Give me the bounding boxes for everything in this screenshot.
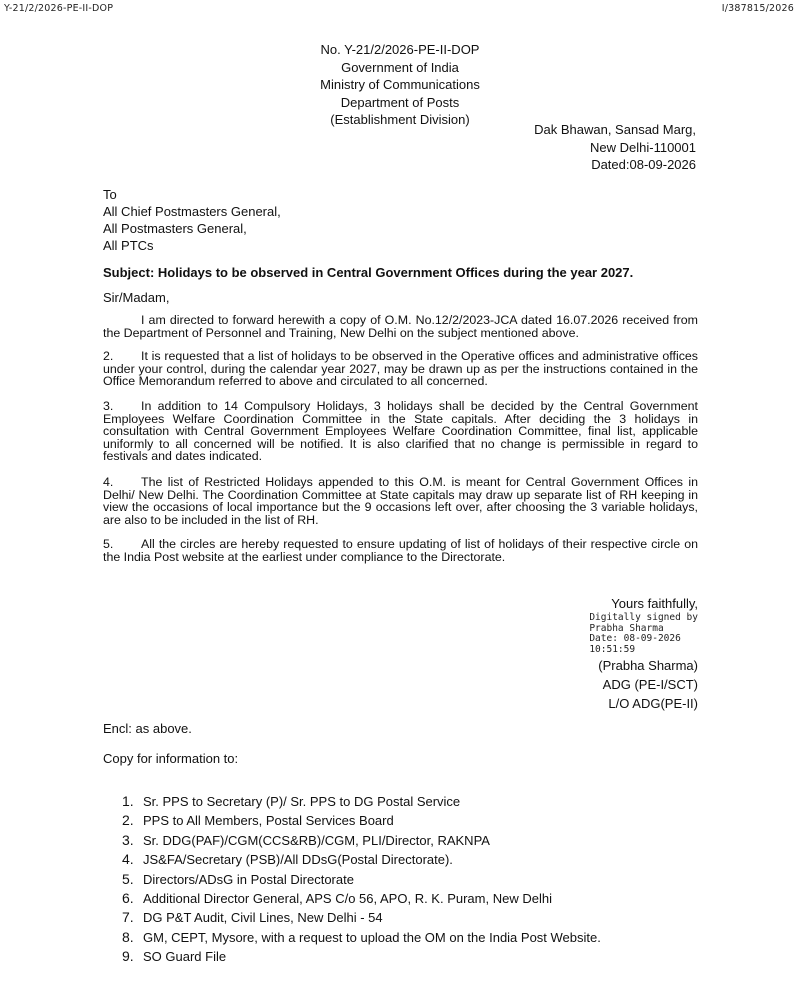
digital-signature [589, 613, 698, 655]
list-number: 9. [122, 948, 134, 965]
paragraph-number: 5. [103, 537, 114, 551]
list-item [122, 908, 601, 927]
paragraph-text: I am directed to forward herewith a copy of O.M. No.12/2/2023-JCA dated 16.07.2026 received from the Department of Personnel and Training, New Delhi on the subject mentioned above. [103, 313, 698, 340]
paragraph-4 [103, 476, 698, 526]
paragraph-text: In addition to 14 Compulsory Holidays, 3 holidays shall be decided by the Central Government Employees Welfare Coordination Committee in the State capitals. After deciding the 3 holidays in consultation with Central Government Employees Welfare Coordination Committee, final list, applicable uniformly to all concerned will be notified. It is also clarified that no change is permissible in regard to festivals and dates indicated. [103, 399, 698, 464]
list-text: Additional Director General, APS C/o 56, APO, R. K. Puram, New Delhi [143, 891, 552, 907]
list-text: SO Guard File [143, 949, 227, 965]
list-text: Sr. DDG(PAF)/CGM(CCS&RB)/CGM, PLI/Director, RAKNPA [143, 832, 490, 848]
list-number: 5. [122, 870, 134, 887]
salutation: Sir/Madam, [103, 290, 170, 305]
header-government: Government of India [341, 59, 459, 75]
recipient-line: All Chief Postmasters General, [103, 204, 281, 219]
list-number: 2. [122, 812, 134, 829]
paragraph-5 [103, 538, 698, 563]
list-number: 8. [122, 928, 134, 945]
paragraph-number: 2. [103, 349, 114, 363]
digital-signature-line: 10:51:59 [589, 643, 636, 655]
list-item [122, 928, 601, 947]
letter-date: Dated:08-09-2026 [591, 157, 696, 172]
list-item [122, 947, 601, 966]
file-number-mark: Y-21/2/2026-PE-II-DOP [4, 3, 114, 14]
closing: Yours faithfully, [611, 596, 698, 611]
header-division: (Establishment Division) [330, 112, 470, 127]
list-number: 1. [122, 793, 134, 809]
list-item [122, 811, 601, 830]
address-line: Dak Bhawan, Sansad Marg, [534, 122, 696, 137]
list-number: 3. [122, 831, 134, 848]
list-number: 4. [122, 851, 134, 868]
receipt-number-mark: I/387815/2026 [721, 3, 794, 14]
paragraph-number: 4. [103, 475, 114, 489]
list-item [122, 889, 601, 908]
signatory-designation: L/O ADG(PE-II) [608, 696, 698, 711]
header-ministry: Ministry of Communications [320, 77, 480, 92]
digital-signature-line: Digitally signed by [589, 612, 698, 623]
paragraph-3 [103, 400, 698, 463]
list-text: JS&FA/Secretary (PSB)/All DDsG(Postal Directorate). [143, 852, 453, 868]
to-label: To [103, 187, 117, 202]
list-item [122, 870, 601, 889]
reference-number: No. Y-21/2/2026-PE-II-DOP [320, 42, 480, 57]
list-number: 7. [122, 909, 134, 926]
header-department: Department of Posts [340, 94, 460, 110]
paragraph-text: It is requested that a list of holidays to be observed in the Operative offices and administrative offices under your control, during the calendar year 2027, may be drawn up as per the instructions contained in the Office Memorandum referred to above and circulated to all concerned. [103, 349, 698, 389]
signatory-designation: ADG (PE-I/SCT) [602, 677, 698, 692]
list-item [122, 831, 601, 850]
recipients [103, 186, 281, 254]
digital-signature-line: Date: 08-09-2026 [589, 633, 681, 644]
list-text: DG P&T Audit, Civil Lines, New Delhi - 54 [143, 910, 383, 926]
paragraph-text: The list of Restricted Holidays appended to this O.M. is meant for Central Government Offices in Delhi/ New Delhi. The Coordination Committee at State capitals may draw up separate list of RH keeping in view the occasions of local importance but the 9 occasions left over, after choosing the 3 variable holidays, are also to be included in the list of RH. [103, 475, 698, 527]
recipient-line: All Postmasters General, [103, 221, 247, 236]
list-text: Sr. PPS to Secretary (P)/ Sr. PPS to DG Postal Service [143, 794, 461, 809]
recipient-line: All PTCs [103, 238, 154, 253]
paragraph-2 [103, 350, 698, 388]
signature-block [589, 596, 698, 712]
list-text: GM, CEPT, Mysore, with a request to upload the OM on the India Post Website. [143, 929, 601, 945]
subject-line: Subject: Holidays to be observed in Central Government Offices during the year 2027. [103, 265, 634, 280]
enclosure: Encl: as above. [103, 721, 192, 736]
digital-signature-line: Prabha Sharma [589, 622, 664, 634]
address-line: New Delhi-110001 [590, 139, 696, 155]
signatory-name: (Prabha Sharma) [598, 658, 698, 673]
sender-address [534, 121, 696, 174]
letter-header [0, 41, 800, 129]
list-number: 6. [122, 890, 134, 907]
list-text: Directors/ADsG in Postal Directorate [143, 871, 354, 887]
copy-list [122, 792, 601, 967]
paragraph-number: 3. [103, 399, 114, 413]
copy-heading: Copy for information to: [103, 751, 239, 766]
paragraph-1 [103, 314, 698, 339]
list-item [122, 792, 601, 811]
list-item [122, 850, 601, 869]
list-text: PPS to All Members, Postal Services Board [143, 813, 394, 829]
paragraph-text: All the circles are hereby requested to ensure updating of list of holidays of their respective circle on the India Post website at the earliest under compliance to the Directorate. [103, 537, 698, 564]
